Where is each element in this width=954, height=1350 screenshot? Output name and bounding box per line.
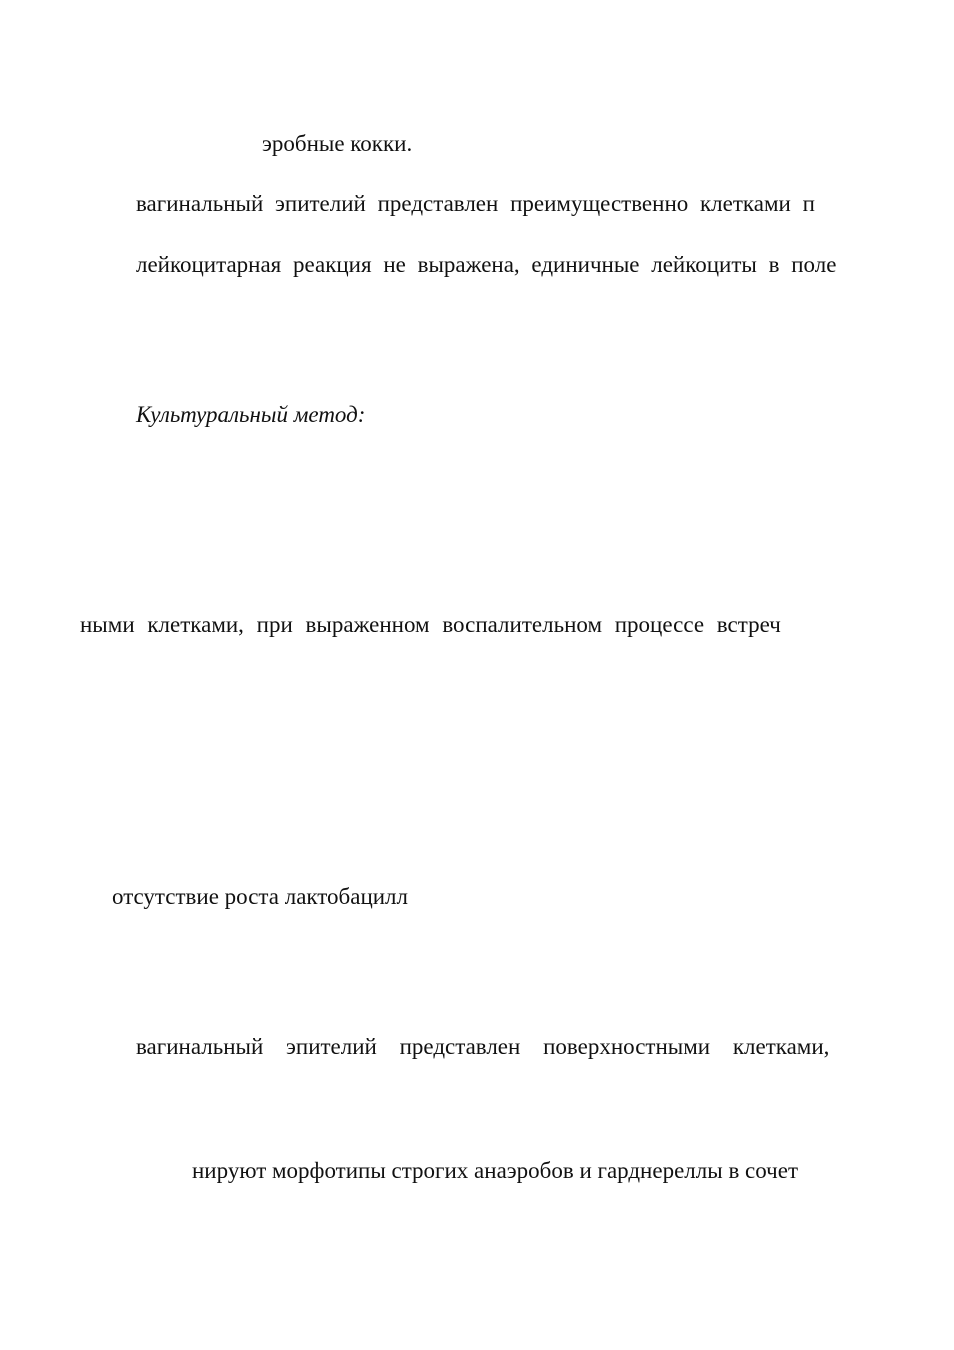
text-line-anaerobic-cocci: эробные кокки. (262, 131, 413, 156)
text-line-anaerobes-gardnerella: нируют морфотипы строгих анаэробов и гарднереллы в сочет (192, 1158, 798, 1183)
text-line-leukocyte-reaction: лейкоцитарная реакция не выражена, единичные лейкоциты в поле (136, 252, 837, 277)
text-line-epithelium-intermediate: вагинальный эпителий представлен преимущественно клетками п (136, 191, 815, 216)
section-heading-culture-method: Культуральный метод: (136, 402, 366, 427)
text-line-epithelium-superficial: вагинальный эпителий представлен поверхностными клетками, (136, 1034, 830, 1059)
text-line-no-lactobacilli-growth: отсутствие роста лактобацилл (112, 884, 409, 909)
text-line-inflammatory-process: ными клетками, при выраженном воспалительном процессе встреч (80, 612, 781, 637)
